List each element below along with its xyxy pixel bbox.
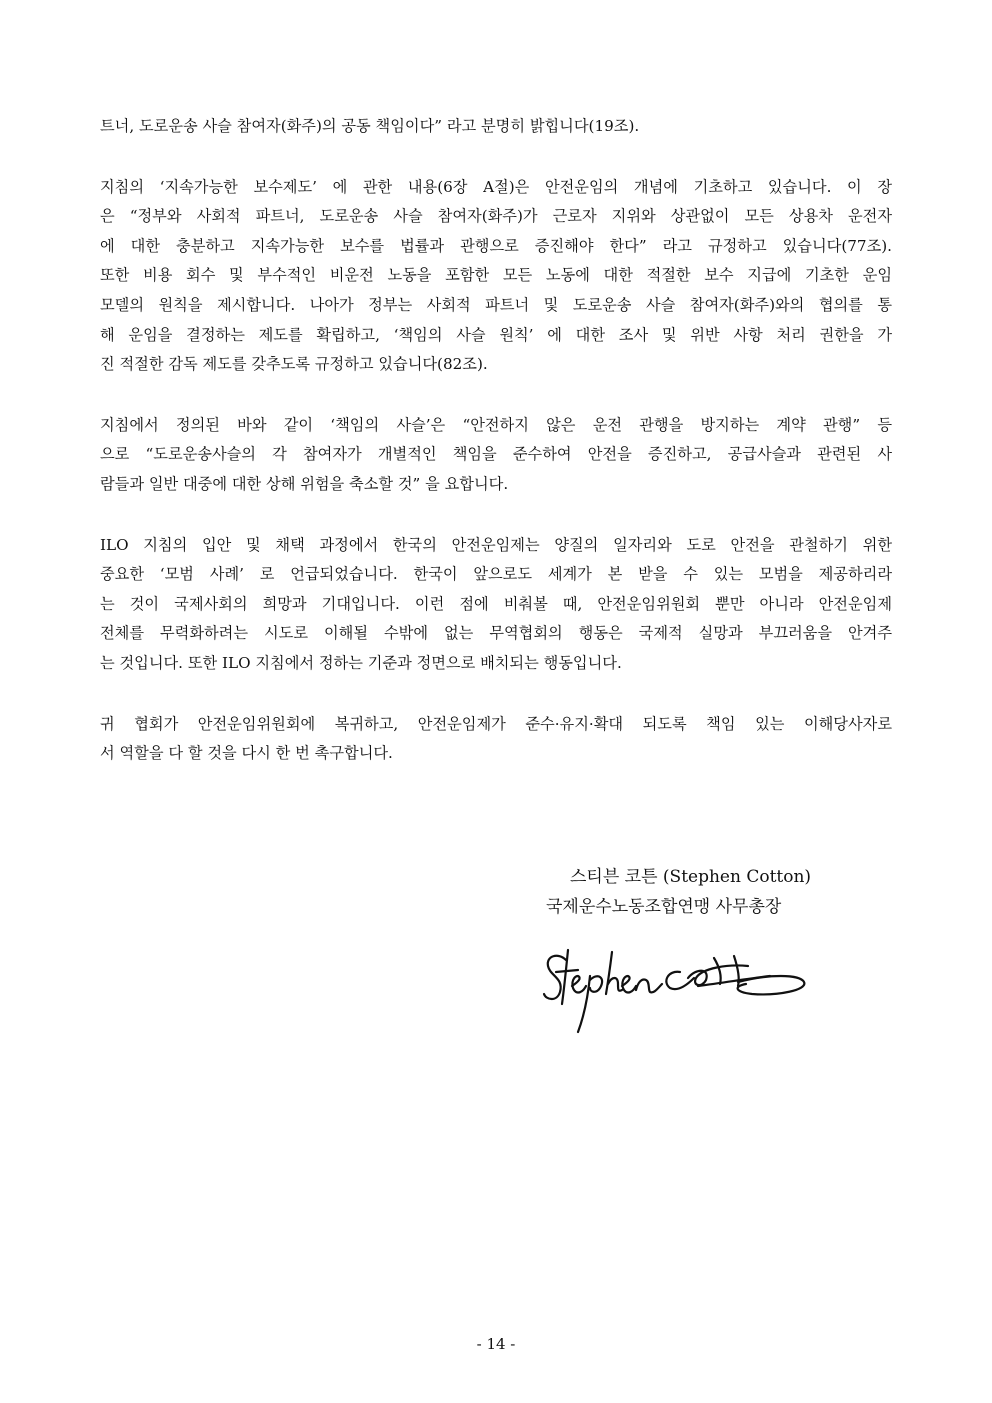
text-line: 에 대한 충분하고 지속가능한 보수를 법률과 관행으로 증진해야 한다” 라고 규정하고 있습니다(77조).	[100, 236, 892, 255]
text-line: 또한 비용 회수 및 부수적인 비운전 노동을 포함한 모든 노동에 대한 적절한 보수 지급에 기초한 운임	[100, 266, 892, 285]
text-line: 는 것입니다. 또한 ILO 지침에서 정하는 기준과 정면으로 배치되는 행동입니다.	[100, 653, 622, 672]
text-line: 모델의 원칙을 제시합니다. 나아가 정부는 사회적 파트너 및 도로운송 사슬 참여자(화주)와의 협의를 통	[100, 295, 892, 314]
paragraph-4	[100, 531, 892, 679]
paragraph-1	[100, 112, 892, 142]
text-line: 는 것이 국제사회의 희망과 기대입니다. 이런 점에 비춰볼 때, 안전운임위원회 뿐만 아니라 안전운임제	[100, 594, 892, 613]
handwritten-signature	[538, 938, 812, 1038]
text-line: 은 “정부와 사회적 파트너, 도로운송 사슬 참여자(화주)가 근로자 지위와 상관없이 모든 상용차 운전자	[100, 207, 892, 226]
text-line: 진 적절한 감독 제도를 갖추도록 규정하고 있습니다(82조).	[100, 355, 488, 374]
page-number: - 14 -	[476, 1335, 516, 1353]
letter-body	[100, 112, 892, 800]
paragraph-2	[100, 173, 892, 380]
text-line: 전체를 무력화하려는 시도로 이해될 수밖에 없는 무역협회의 행동은 국제적 실망과 부끄러움을 안겨주	[100, 624, 892, 643]
signature-block	[540, 862, 840, 922]
text-line: ILO 지침의 입안 및 채택 과정에서 한국의 안전운임제는 양질의 일자리와 도로 안전을 관철하기 위한	[100, 535, 892, 554]
text-line: 람들과 일반 대중에 대한 상해 위험을 축소할 것” 을 요합니다.	[100, 474, 509, 493]
text-line: 중요한 ‘모범 사례’ 로 언급되었습니다. 한국이 앞으로도 세계가 본 받을 수 있는 모범을 제공하리라	[100, 565, 892, 584]
text-line: 해 운임을 결정하는 제도를 확립하고, ‘책임의 사슬 원칙’ 에 대한 조사 및 위반 사항 처리 권한을 가	[100, 325, 892, 344]
signatory-title: 국제운수노동조합연맹 사무총장	[546, 897, 782, 917]
text-line: 지침의 ‘지속가능한 보수제도’ 에 관한 내용(6장 A절)은 안전운임의 개념에 기초하고 있습니다. 이 장	[100, 177, 892, 196]
text-line: 귀 협회가 안전운임위원회에 복귀하고, 안전운임제가 준수·유지·확대 되도록 책임 있는 이해당사자로	[100, 714, 892, 733]
signatory-name: 스티븐 코튼 (Stephen Cotton)	[570, 867, 812, 887]
paragraph-5	[100, 710, 892, 769]
text-line: 트너, 도로운송 사슬 참여자(화주)의 공동 책임이다” 라고 분명히 밝힙니다(19조).	[100, 117, 640, 135]
paragraph-3	[100, 411, 892, 500]
text-line: 으로 “도로운송사슬의 각 참여자가 개별적인 책임을 준수하여 안전을 증진하고, 공급사슬과 관련된 사	[100, 445, 892, 464]
text-line: 지침에서 정의된 바와 같이 ‘책임의 사슬’은 “안전하지 않은 운전 관행을 방지하는 계약 관행” 등	[100, 415, 892, 434]
text-line: 서 역할을 다 할 것을 다시 한 번 촉구합니다.	[100, 744, 393, 763]
